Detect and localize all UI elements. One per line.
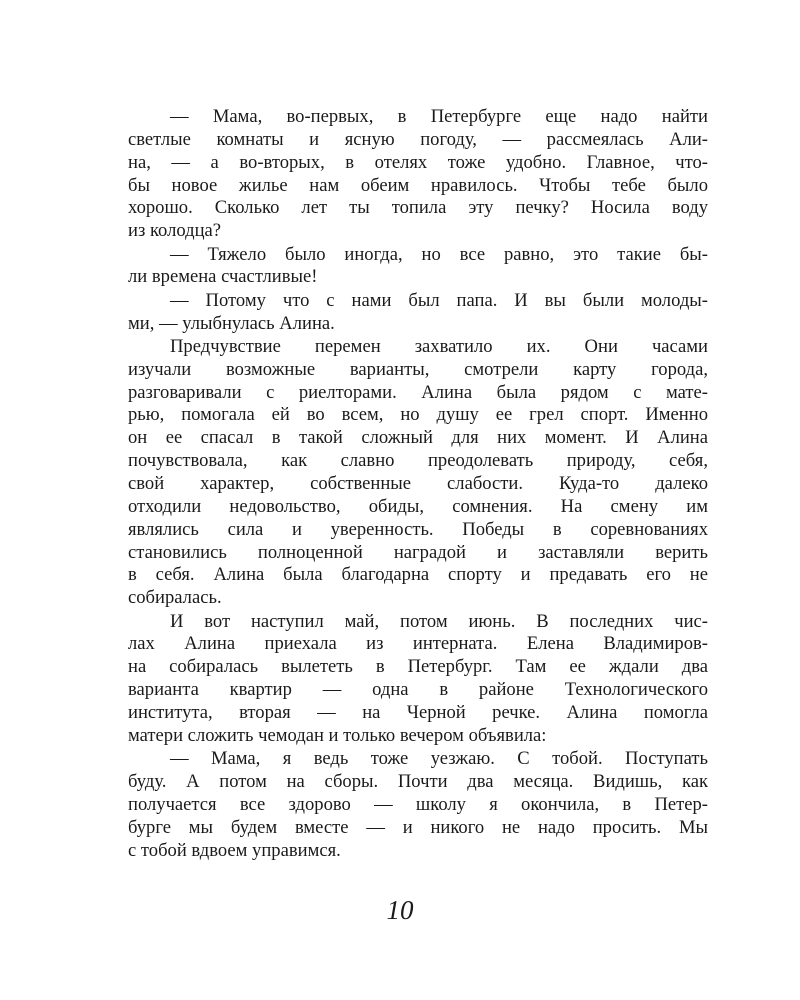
text-line: отходили недовольство, обиды, сомнения. На смену им (128, 495, 708, 517)
text-line: на собиралась вылететь в Петербург. Там ее ждали два (128, 656, 708, 678)
text-line: светлые комнаты и ясную погоду, — рассмеялась Али- (128, 128, 708, 150)
paragraph-4 (128, 336, 708, 610)
text-line: варианта квартир — одна в районе Технологического (128, 679, 708, 701)
text-line: лах Алина приехала из интерната. Елена Владимиров- (128, 633, 708, 655)
text-line: в себя. Алина была благодарна спорту и предавать его не (128, 564, 708, 586)
text-line: — Тяжело было иногда, но все равно, это такие бы- (170, 243, 708, 265)
text-line: рью, помогала ей во всем, но душу ее грел спорт. Именно (128, 404, 708, 426)
text-line: И вот наступил май, потом июнь. В последних чис- (170, 610, 708, 632)
text-line: — Мама, я ведь тоже уезжаю. С тобой. Поступать (170, 748, 708, 770)
text-line: разговаривали с риелторами. Алина была рядом с мате- (128, 381, 708, 403)
paragraph-6 (128, 748, 708, 862)
text-line: получается все здорово — школу я окончила, в Петер- (128, 793, 708, 815)
text-line: ли времена счастливые! (128, 266, 318, 288)
text-line: буду. А потом на сборы. Почти два месяца. Видишь, как (128, 770, 708, 792)
text-line: на, — а во-вторых, в отелях тоже удобно. Главное, что- (128, 151, 708, 173)
page-number: 10 (386, 895, 414, 925)
text-line: бы новое жилье нам обеим нравилось. Чтобы тебе было (128, 174, 708, 196)
text-line: института, вторая — на Черной речке. Алина помогла (128, 701, 708, 723)
text-line: собиралась. (128, 587, 222, 609)
text-line: бурге мы будем вместе — и никого не надо просить. Мы (128, 816, 708, 838)
text-line: изучали возможные варианты, смотрели карту города, (128, 358, 708, 380)
text-line: матери сложить чемодан и только вечером объявила: (128, 724, 547, 746)
text-line: Предчувствие перемен захватило их. Они часами (170, 335, 708, 357)
text-line: становились полноценной наградой и заставляли верить (128, 541, 708, 563)
text-line: ми, — улыбнулась Алина. (128, 312, 335, 334)
text-line: он ее спасал в такой сложный для них момент. И Алина (128, 427, 708, 449)
text-line: — Потому что с нами был папа. И вы были молоды- (170, 289, 708, 311)
paragraph-2 (128, 244, 708, 290)
text-line: хорошо. Сколько лет ты топила эту печку? Носила воду (128, 197, 708, 219)
text-line: свой характер, собственные слабости. Куда-то далеко (128, 473, 708, 494)
text-line: — Мама, во-первых, в Петербурге еще надо найти (170, 106, 708, 127)
text-line: из колодца? (128, 220, 222, 242)
text-line: с тобой вдвоем управимся. (128, 839, 341, 861)
paragraph-5 (128, 611, 708, 748)
text-line: являлись сила и уверенность. Победы в соревнованиях (128, 518, 708, 540)
paragraph-1 (128, 106, 708, 243)
page-text (128, 106, 708, 862)
text-line: почувствовала, как славно преодолевать природу, себя, (128, 450, 708, 472)
paragraph-3 (128, 290, 708, 336)
